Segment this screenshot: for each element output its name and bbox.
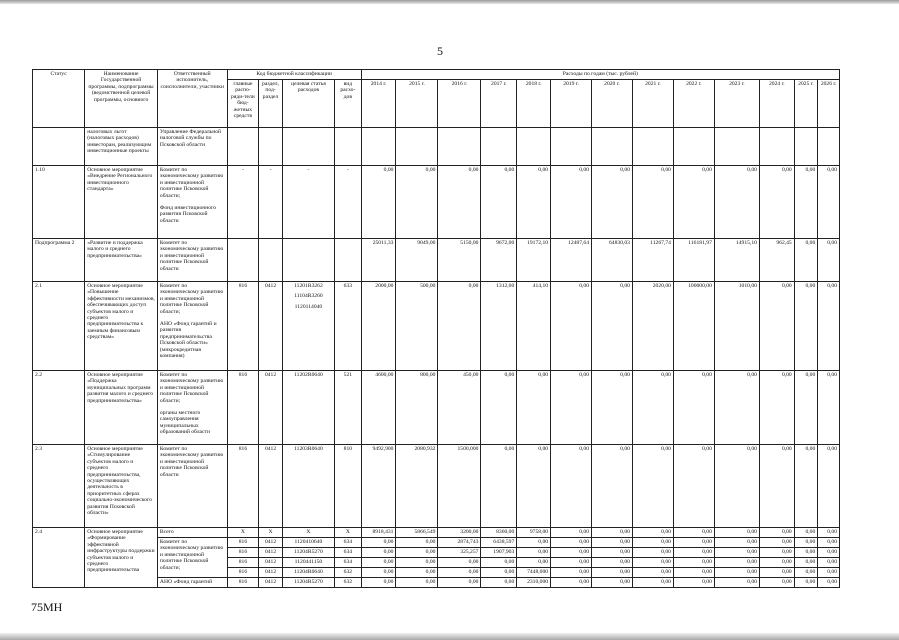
value-cell: 0,00: [361, 166, 396, 239]
value-cell: 5150,00: [438, 239, 481, 282]
value-cell: 0,00: [759, 282, 794, 371]
header-year: 2020 г.: [592, 80, 633, 128]
value-cell: 0,00: [673, 578, 714, 588]
value-cell: 0,00: [396, 548, 438, 558]
value-cell: 0,00: [794, 282, 818, 371]
value-cell: 64830,03: [592, 239, 633, 282]
row-status: 2.4: [33, 528, 85, 588]
value-cell: 0,00: [794, 528, 818, 538]
value-cell: 0,00: [592, 445, 633, 528]
scan-edge-top: [0, 0, 899, 4]
header-target-item: целевая статья расходов: [282, 80, 334, 128]
value-cell: 0,00: [517, 538, 551, 548]
value-cell: 0,00: [551, 578, 592, 588]
value-cell: 0,00: [818, 568, 840, 578]
value-cell: 14915,10: [714, 239, 759, 282]
value-cell: 0,00: [551, 538, 592, 548]
value-cell: 0,00: [592, 371, 633, 445]
value-cell: 0,00: [818, 548, 840, 558]
value-cell: 0,00: [714, 558, 759, 568]
value-cell: 0,00: [551, 371, 592, 445]
value-cell: 0,00: [794, 578, 818, 588]
value-cell: 0,00: [673, 558, 714, 568]
value-cell: 0,00: [396, 578, 438, 588]
value-cell: 4600,00: [361, 371, 396, 445]
row-status: 1.10: [33, 166, 85, 239]
value-cell: 1500,000: [438, 445, 481, 528]
value-cell: 0,00: [481, 568, 517, 578]
header-main-manager: главные распо-ряди-тели бюд-жетных средств: [227, 80, 259, 128]
value-cell: 3200,00: [438, 528, 481, 538]
value-cell: 0,00: [673, 371, 714, 445]
value-cell: 0,00: [818, 558, 840, 568]
value-cell: 0,00: [818, 166, 840, 239]
row-name: «Развитие и поддержка малого и среднего предпринимательства»: [85, 239, 158, 282]
value-cell: 0,00: [551, 166, 592, 239]
row-responsible-total: Всего: [157, 528, 227, 538]
header-name: Наименование Государственной программы, подпрограммы (ведомственной целевой программы, основного: [85, 70, 158, 128]
value-cell: 19172,10: [517, 239, 551, 282]
value-cell: 0,00: [592, 282, 633, 371]
value-cell: 0,00: [794, 538, 818, 548]
row-responsible: АНО «Фонд гарантий: [157, 578, 227, 588]
value-cell: 0,00: [759, 445, 794, 528]
value-cell: 0,00: [361, 538, 396, 548]
value-cell: 0,00: [714, 548, 759, 558]
value-cell: 0,00: [714, 166, 759, 239]
value-cell: 1010,00: [714, 282, 759, 371]
value-cell: 0,00: [714, 538, 759, 548]
value-cell: 0,00: [361, 578, 396, 588]
value-cell: 0,00: [794, 548, 818, 558]
row-name: Основное мероприятие «Повышение эффективности механизмов, обеспечивающих доступ субъектов малого и среднего предпринимательства к заемным финансовым средствам»: [85, 282, 158, 371]
row-responsible: Комитет по экономическому развитию и инвестиционной политике Псковской области: [157, 239, 227, 282]
value-cell: 0,00: [438, 578, 481, 588]
value-cell: 0,00: [818, 538, 840, 548]
value-cell: 0,00: [551, 548, 592, 558]
value-cell: 0,00: [714, 445, 759, 528]
program-expenses-table: [32, 69, 840, 588]
value-cell: 0,00: [517, 558, 551, 568]
value-cell: 0,00: [396, 568, 438, 578]
table-row-subprogram-2: [33, 239, 840, 282]
value-cell: 9672,00: [481, 239, 517, 282]
value-cell: 0,00: [632, 558, 673, 568]
value-cell: 0,00: [673, 548, 714, 558]
value-cell: 0,00: [592, 578, 633, 588]
value-cell: 0,00: [396, 166, 438, 239]
value-cell: 0,00: [759, 528, 794, 538]
header-status: Статус: [33, 70, 85, 128]
value-cell: 0,00: [517, 371, 551, 445]
value-cell: 0,00: [818, 528, 840, 538]
value-cell: 0,00: [759, 166, 794, 239]
value-cell: 2874,743: [438, 538, 481, 548]
value-cell: 0,00: [438, 568, 481, 578]
value-cell: 0,00: [632, 578, 673, 588]
scan-edge-bottom: [0, 633, 899, 640]
value-cell: 450,00: [438, 371, 481, 445]
header-expense-type: вид расхо-дов: [335, 80, 362, 128]
value-cell: 0,00: [396, 558, 438, 568]
value-cell: 962,45: [759, 239, 794, 282]
table-row-continuation: [33, 128, 840, 166]
value-cell: 12487,64: [551, 239, 592, 282]
value-cell: 0,00: [759, 371, 794, 445]
header-year: 2016 г.: [438, 80, 481, 128]
value-cell: 2310,000: [517, 578, 551, 588]
header-budget-code: Код бюджетной классификации: [227, 70, 361, 80]
value-cell: 0,00: [361, 558, 396, 568]
value-cell: 0,00: [551, 568, 592, 578]
table-row-2-2: 2.2 Основное мероприятие «Поддержка муниципальных программ развития малого и среднего предпринимательства» Комитет по экономическому развитию и инвестиционной политике Псковской области; органы местного самоуправления муниципальных образований области 816 0412 11202R0640 521 4600,00 800,00 450,00 0,00 0,00 0,00 0,00 0,00 0,00 0,00 0,00 0,00 0,00: [33, 371, 840, 445]
value-cell: 0,00: [759, 558, 794, 568]
value-cell: 8360,00: [481, 528, 517, 538]
value-cell: 0,00: [361, 548, 396, 558]
value-cell: 0,00: [714, 371, 759, 445]
value-cell: 0,00: [551, 445, 592, 528]
value-cell: 5866,549: [396, 528, 438, 538]
row-name: Основное мероприятие «Стимулирование субъектов малого и среднего предпринимательства, осуществляющих деятельность в приоритетных сферах социально-экономического развития Псковской области»: [85, 445, 158, 528]
value-cell: 0,00: [673, 568, 714, 578]
value-cell: 325,257: [438, 548, 481, 558]
value-cell: 9758,00: [517, 528, 551, 538]
value-cell: 0,00: [632, 528, 673, 538]
value-cell: 2000,00: [361, 282, 396, 371]
table-row-2-4-sub: АНО «Фонд гарантий 816 0412 11204R5270 632 0,00 0,00 0,00 0,00 2310,000 0,00 0,00 0,00 0,00 0,00 0,00 0,00 0,00: [33, 578, 840, 588]
row-responsible: Управление Федеральной налоговой службы по Псковской области: [157, 128, 227, 166]
value-cell: 0,00: [592, 568, 633, 578]
value-cell: 0,00: [794, 239, 818, 282]
header-section: раздел, под-раздел: [259, 80, 283, 128]
value-cell: 25011,33: [361, 239, 396, 282]
row-responsible: Комитет по экономическому развитию и инвестиционной политике Псковской области;: [157, 538, 227, 578]
value-cell: 0,00: [759, 568, 794, 578]
value-cell: 0,00: [592, 166, 633, 239]
value-cell: 0,00: [714, 578, 759, 588]
value-cell: 0,00: [794, 568, 818, 578]
table-row-2-4-sub: 816 0412 1120441150 634 0,00 0,00 0,00 0,00 0,00 0,00 0,00 0,00 0,00 0,00 0,00 0,00 0,00: [33, 558, 840, 568]
value-cell: 0,00: [481, 166, 517, 239]
value-cell: 0,00: [517, 548, 551, 558]
value-cell: 6438,597: [481, 538, 517, 548]
value-cell: 0,00: [794, 371, 818, 445]
value-cell: 0,00: [818, 371, 840, 445]
value-cell: 0,00: [759, 538, 794, 548]
table-row-2-4-sub: 816 0412 11204R5270 634 0,00 0,00 325,257 1907,903 0,00 0,00 0,00 0,00 0,00 0,00 0,00 0,00 0,00: [33, 548, 840, 558]
value-cell: 116181,97: [673, 239, 714, 282]
value-cell: 0,00: [551, 558, 592, 568]
value-cell: 0,00: [673, 166, 714, 239]
value-cell: 0,00: [632, 166, 673, 239]
value-cell: 0,00: [759, 578, 794, 588]
value-cell: 0,00: [818, 239, 840, 282]
header-expenses: Расходы по годам (тыс. рублей): [361, 70, 839, 80]
header-year: 2026 г.: [818, 80, 840, 128]
header-year: 2024 г.: [759, 80, 794, 128]
value-cell: 0,00: [438, 166, 481, 239]
value-cell: 414,10: [517, 282, 551, 371]
row-responsible: Комитет по экономическому развитию и инвестиционной политике Псковской области; органы местного самоуправления муниципальных образований области: [157, 371, 227, 445]
value-cell: 0,00: [759, 548, 794, 558]
value-cell: 0,00: [818, 445, 840, 528]
row-status: Подпрограмма 2: [33, 239, 85, 282]
table-row-2-4-sub: 816 0412 11204R0640 632 0,00 0,00 0,00 0,00 7448,000 0,00 0,00 0,00 0,00 0,00 0,00 0,00 0,00: [33, 568, 840, 578]
value-cell: 0,00: [592, 548, 633, 558]
value-cell: 9492,900: [361, 445, 396, 528]
value-cell: 0,00: [517, 166, 551, 239]
row-responsible: Комитет по экономическому развитию и инвестиционной политике Псковской области: [157, 445, 227, 528]
header-year: 2022 г.: [673, 80, 714, 128]
value-cell: 0,00: [481, 558, 517, 568]
value-cell: 0,00: [551, 528, 592, 538]
table-row-2-4-total: 2.4 Основное мероприятие «Формирование эффективной инфраструктуры поддержки субъектов малого и среднего предпринимательства Всего X X X X 8918,431 5866,549 3200,00 8360,00 9758,00 0,00 0,00 0,00 0,00 0,00 0,00 0,00 0,00: [33, 528, 840, 538]
row-status: 2.1: [33, 282, 85, 371]
value-cell: 0,00: [632, 568, 673, 578]
value-cell: 11267,74: [632, 239, 673, 282]
header-responsible: Ответственный исполнитель, соисполнители, участники: [157, 70, 227, 128]
value-cell: 0,00: [794, 558, 818, 568]
value-cell: 0,00: [438, 282, 481, 371]
value-cell: 0,00: [794, 166, 818, 239]
value-cell: 0,00: [714, 528, 759, 538]
value-cell: 0,00: [632, 371, 673, 445]
value-cell: 0,00: [481, 371, 517, 445]
value-cell: 0,00: [818, 578, 840, 588]
value-cell: 0,00: [361, 568, 396, 578]
table-row-1-10: 1.10 Основное мероприятие «Внедрение Регионального инвестиционного стандарта» Комитет по экономическому развитию и инвестиционной политике Псковской области; Фонд инвестиционного развития Псковской области - - - - 0,00 0,00 0,00 0,00 0,00 0,00 0,00 0,00 0,00 0,00 0,00 0,00 0,00: [33, 166, 840, 239]
value-cell: 500,00: [396, 282, 438, 371]
value-cell: 2080,932: [396, 445, 438, 528]
value-cell: 0,00: [673, 445, 714, 528]
value-cell: 0,00: [632, 548, 673, 558]
value-cell: 7448,000: [517, 568, 551, 578]
value-cell: 9049,00: [396, 239, 438, 282]
value-cell: 1907,903: [481, 548, 517, 558]
value-cell: 0,00: [818, 282, 840, 371]
value-cell: 8918,431: [361, 528, 396, 538]
value-cell: 0,00: [673, 538, 714, 548]
value-cell: 0,00: [794, 445, 818, 528]
row-status: 2.2: [33, 371, 85, 445]
value-cell: 0,00: [592, 558, 633, 568]
table-row-2-3: 2.3 Основное мероприятие «Стимулирование субъектов малого и среднего предпринимательства, осуществляющих деятельность в приоритетных сферах социально-экономического развития Псковской области» Комитет по экономическому развитию и инвестиционной политике Псковской области 816 0412 11203R0640 810 9492,900 2080,932 1500,000 0,00 0,00 0,00 0,00 0,00 0,00 0,00 0,00 0,00 0,00: [33, 445, 840, 528]
value-cell: 1312,00: [481, 282, 517, 371]
footer-code: 75МН: [31, 600, 63, 614]
row-responsible: Комитет по экономическому развитию и инвестиционной политике Псковской области; АНО «Фонд гарантий и развития предпринимательства Псковской области» (микрокредитная компания): [157, 282, 227, 371]
value-cell: 0,00: [632, 445, 673, 528]
header-year: 2017 г.: [481, 80, 517, 128]
value-cell: 0,00: [592, 528, 633, 538]
page-number: 5: [437, 44, 443, 58]
header-year: 2021 г.: [632, 80, 673, 128]
header-year: 2018 г.: [517, 80, 551, 128]
header-year: 2025 г.: [794, 80, 818, 128]
row-name: Основное мероприятие «Поддержка муниципальных программ развития малого и среднего предпринимательства»: [85, 371, 158, 445]
table-row-2-4-sub: Комитет по экономическому развитию и инвестиционной политике Псковской области; 816 0412 1120410640 634 0,00 0,00 2874,743 6438,597 0,00 0,00 0,00 0,00 0,00 0,00 0,00 0,00 0,00: [33, 538, 840, 548]
value-cell: 0,00: [481, 445, 517, 528]
value-cell: 100000,00: [673, 282, 714, 371]
value-cell: 0,00: [517, 445, 551, 528]
header-year: 2019 г.: [551, 80, 592, 128]
header-year: 2014 г.: [361, 80, 396, 128]
value-cell: 0,00: [438, 558, 481, 568]
row-responsible: Комитет по экономическому развитию и инвестиционной политике Псковской области; Фонд инвестиционного развития Псковской области: [157, 166, 227, 239]
value-cell: 0,00: [396, 538, 438, 548]
table-row-2-1: 2.1 Основное мероприятие «Повышение эффективности механизмов, обеспечивающих доступ субъектов малого и среднего предпринимательства к заемным финансовым средствам» Комитет по экономическому развитию и инвестиционной политике Псковской области; АНО «Фонд гарантий и развития предпринимательства Псковской области» (микрокредитная компания) 816 0412 11201R3262 11104R3260 1120114040 633 2000,00 500,00 0,00 1312,00 414,10 0,00 0,00 2020,00 100000,00 1010,00 0,00 0,00 0,00: [33, 282, 840, 371]
value-cell: 0,00: [592, 538, 633, 548]
value-cell: 0,00: [551, 282, 592, 371]
row-status: 2.3: [33, 445, 85, 528]
row-name: налоговых льгот (налоговых расходов) инвесторам, реализующим инвестиционные проекты: [85, 128, 158, 166]
header-year: 2015 г.: [396, 80, 438, 128]
value-cell: 0,00: [714, 568, 759, 578]
header-year: 2023 г.: [714, 80, 759, 128]
value-cell: 0,00: [481, 578, 517, 588]
value-cell: 0,00: [632, 538, 673, 548]
row-name: Основное мероприятие «Формирование эффективной инфраструктуры поддержки субъектов малого и среднего предпринимательства: [85, 528, 158, 588]
header-row-top: [33, 70, 840, 80]
row-name: Основное мероприятие «Внедрение Регионального инвестиционного стандарта»: [85, 166, 158, 239]
value-cell: 0,00: [673, 528, 714, 538]
value-cell: 800,00: [396, 371, 438, 445]
value-cell: 2020,00: [632, 282, 673, 371]
